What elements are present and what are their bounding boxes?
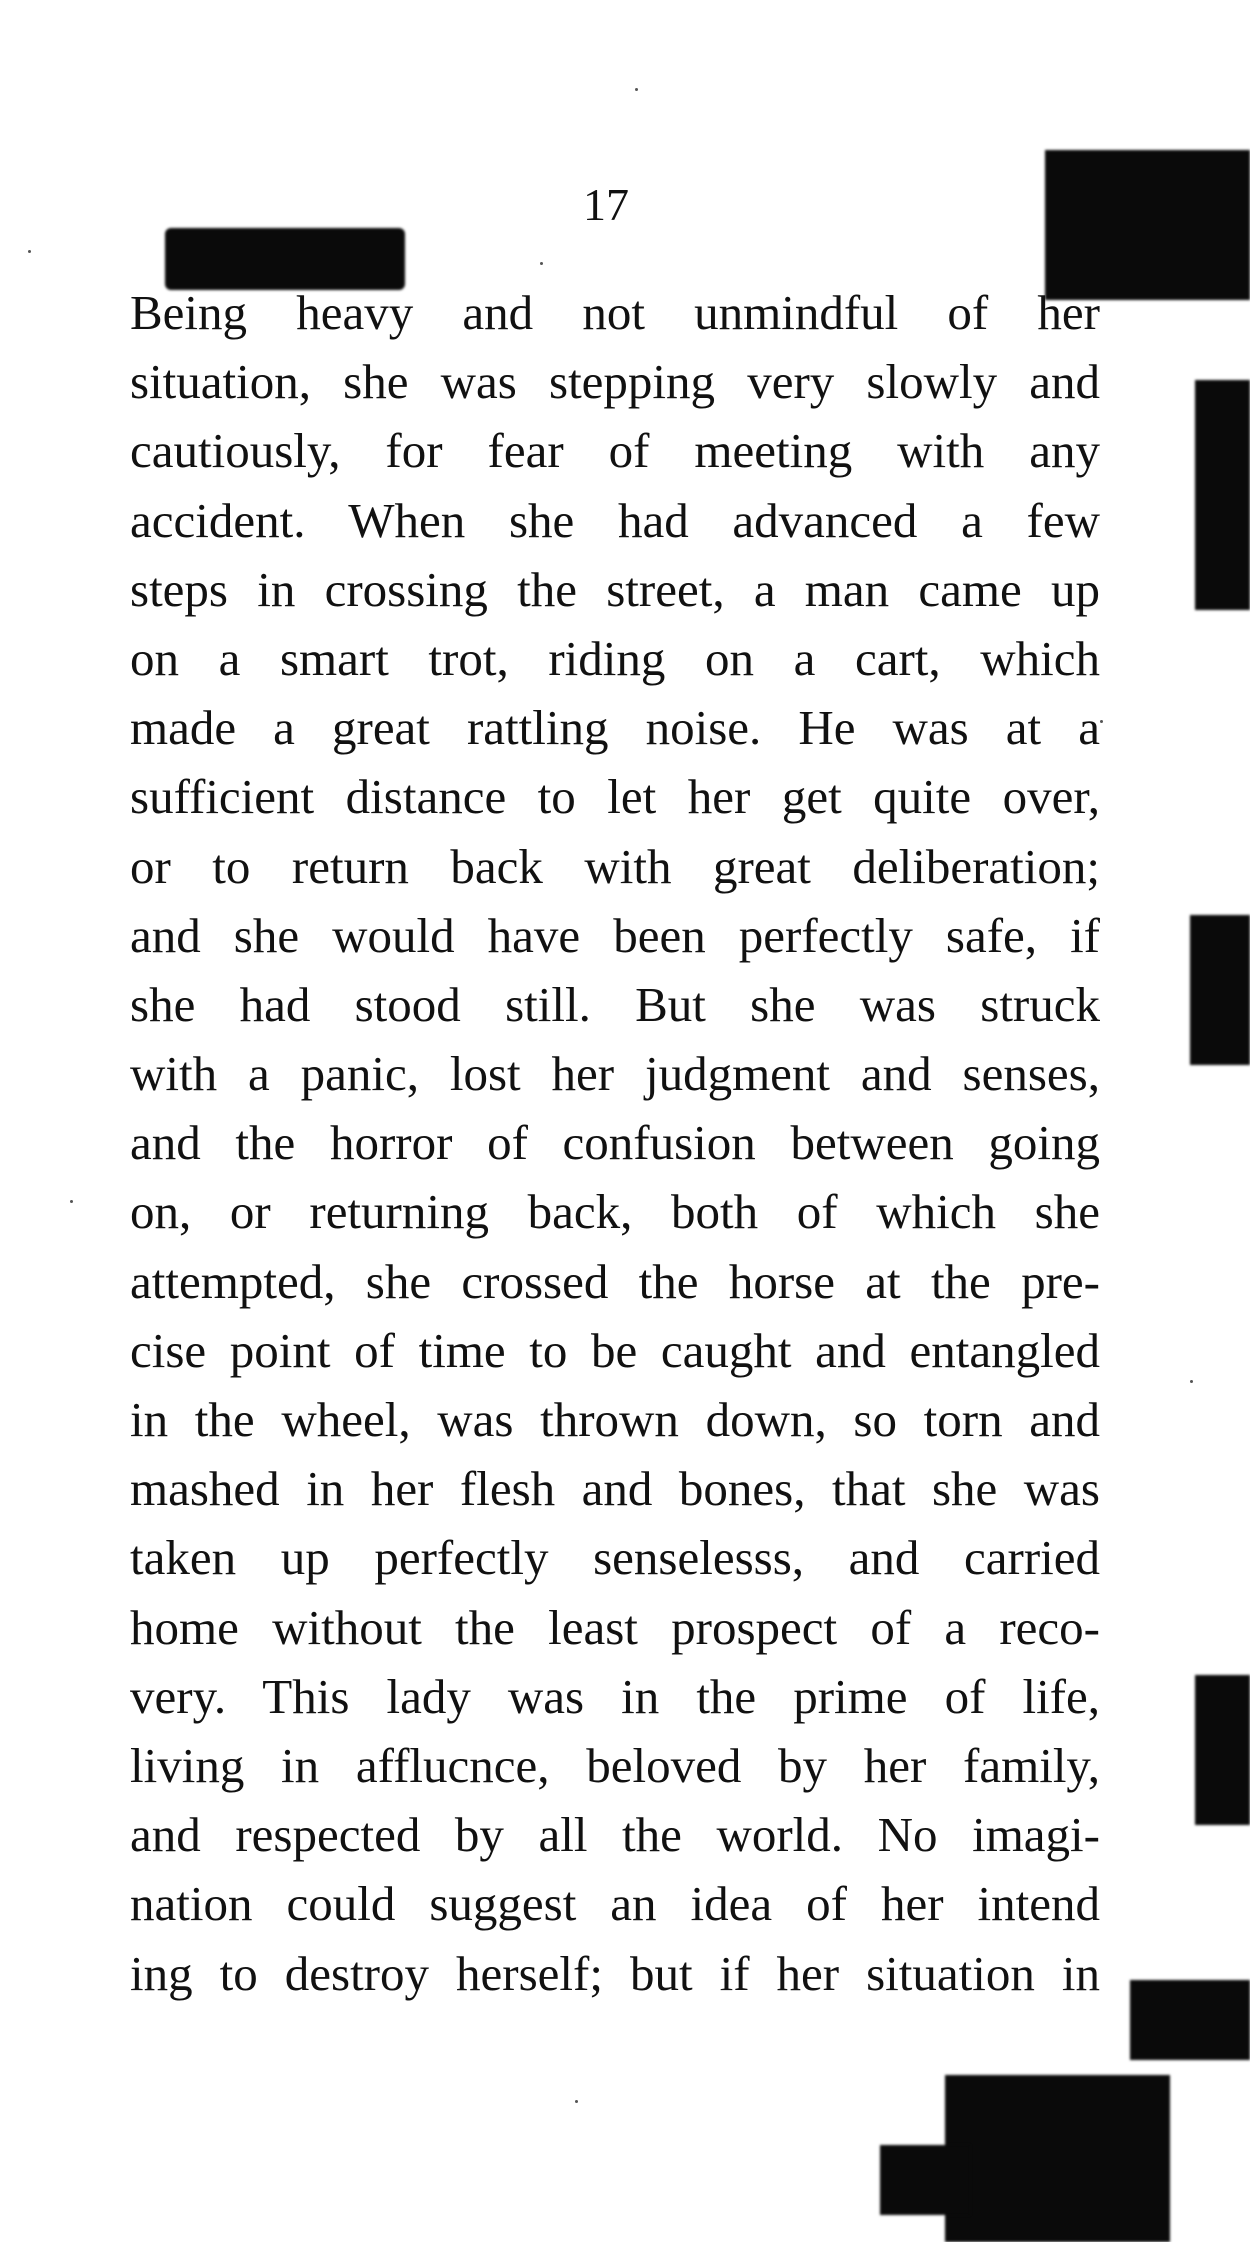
text-line: nation could suggest an idea of her intend xyxy=(130,1876,1100,1932)
text-line: sufficient distance to let her get quite over, xyxy=(130,769,1100,825)
text-line: very. This lady was in the prime of life, xyxy=(130,1668,1100,1724)
text-line: attempted, she crossed the horse at the pre- xyxy=(130,1253,1100,1309)
ink-blot-right-2 xyxy=(1190,915,1250,1065)
text-line: and the horror of confusion between going xyxy=(130,1115,1100,1171)
text-line: mashed in her flesh and bones, that she was xyxy=(130,1461,1100,1517)
text-line: steps in crossing the street, a man came up xyxy=(130,561,1100,617)
speck xyxy=(28,250,31,253)
ink-blot-right-1 xyxy=(1195,380,1250,610)
text-line: living in afflucnce, beloved by her family, xyxy=(130,1737,1100,1793)
text-line: ing to destroy herself; but if her situation in xyxy=(130,1945,1100,2001)
speck xyxy=(1190,1380,1193,1383)
text-line: in the wheel, was thrown down, so torn and xyxy=(130,1392,1100,1447)
ink-blot-bottom-right-1 xyxy=(1130,1980,1250,2060)
ink-blot-bottom-right-3 xyxy=(880,2145,970,2215)
text-line: she had stood still. But she was struck xyxy=(130,976,1100,1032)
text-line: taken up perfectly senselesss, and carried xyxy=(130,1530,1100,1586)
body-text xyxy=(130,278,1100,2008)
speck xyxy=(540,262,543,265)
text-line: on, or returning back, both of which she xyxy=(130,1184,1100,1240)
text-line: situation, she was stepping very slowly and xyxy=(130,354,1100,410)
speck xyxy=(70,1200,73,1203)
text-line: home without the least prospect of a reco- xyxy=(130,1599,1100,1655)
text-line: accident. When she had advanced a few xyxy=(130,492,1100,548)
text-line: cautiously, for fear of meeting with any xyxy=(130,423,1100,479)
text-line: on a smart trot, riding on a cart, which xyxy=(130,630,1100,686)
speck xyxy=(575,2100,578,2103)
ink-blot-bottom-right-2 xyxy=(945,2075,1170,2242)
text-line: Being heavy and not unmindful of her xyxy=(130,285,1100,340)
ink-blot-right-3 xyxy=(1195,1675,1250,1825)
text-line: with a panic, lost her judgment and senses, xyxy=(130,1046,1100,1102)
speck xyxy=(1100,720,1103,723)
page-number: 17 xyxy=(583,179,629,230)
text-line: and she would have been perfectly safe, if xyxy=(130,907,1100,963)
text-line: or to return back with great deliberation; xyxy=(130,838,1100,894)
text-line: and respected by all the world. No imagi- xyxy=(130,1807,1100,1863)
text-line: made a great rattling noise. He was at a xyxy=(130,700,1100,756)
speck xyxy=(635,88,638,91)
text-line: cise point of time to be caught and entangled xyxy=(130,1322,1100,1378)
